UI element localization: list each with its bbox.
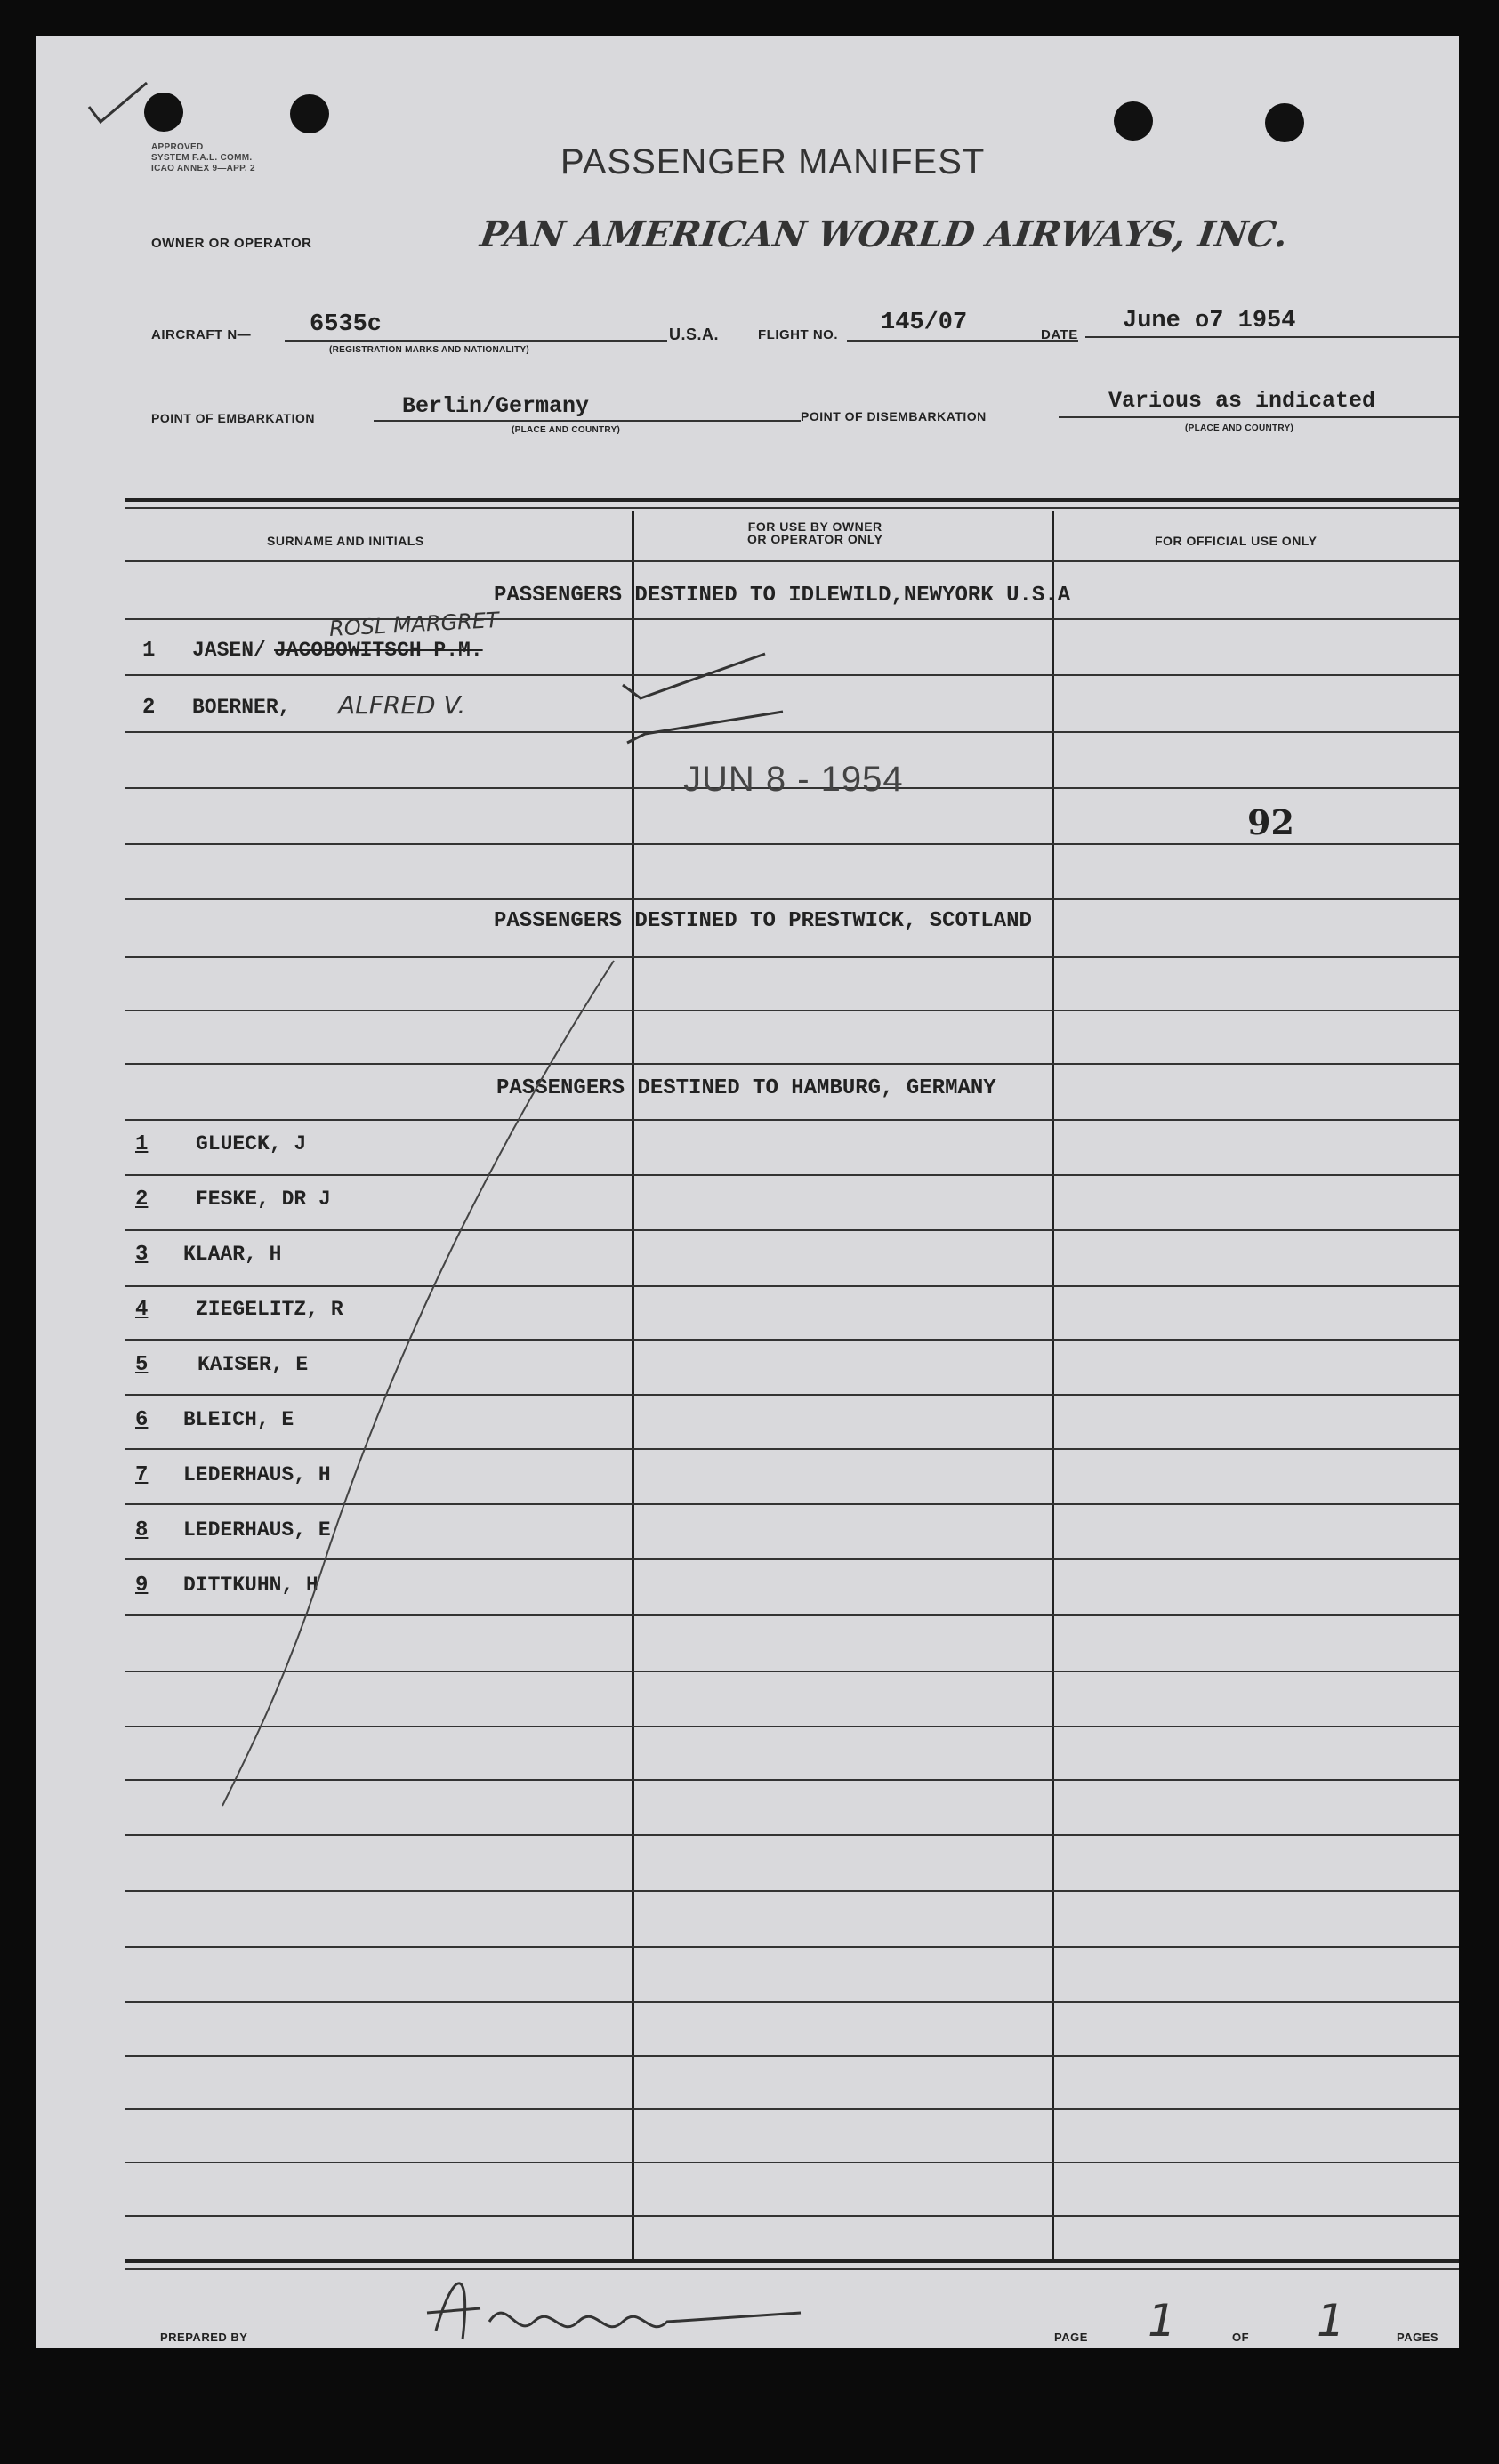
official-number: 92 [1247,802,1294,842]
passenger-number: 1 [142,639,156,663]
passenger-name-struck: JACOBOWITSCH P.M. [274,639,483,662]
passenger-name: GLUECK, J [196,1132,307,1156]
section-heading-prestwick: PASSENGERS DESTINED TO PRESTWICK, SCOTLAND [494,909,1032,933]
passenger-name: JASEN/ [192,639,266,662]
table-top-rule [125,507,1459,509]
row-rule [125,898,1459,900]
aircraft-underline [285,340,667,342]
date-underline [1085,336,1459,338]
column-header-official: FOR OFFICIAL USE ONLY [1155,534,1318,548]
row-rule [125,843,1459,845]
date-value: June o7 1954 [1123,308,1296,334]
row-rule [125,2001,1459,2003]
page-value: 1 [1148,2295,1176,2347]
passenger-name: FESKE, DR J [196,1188,331,1211]
preparer-signature [409,2259,818,2348]
of-value: 1 [1317,2295,1345,2347]
row-rule [125,2215,1459,2217]
manifest-sheet [36,36,1459,2348]
of-label: OF [1232,2331,1250,2344]
punch-hole [290,94,329,133]
passenger-number: 4 [135,1298,149,1322]
page-title: PASSENGER MANIFEST [560,142,986,181]
row-rule [125,2108,1459,2110]
passenger-number: 8 [135,1518,149,1542]
tick-mark-icon [605,623,801,747]
row-rule [125,618,1459,620]
handwritten-first-name: ALFRED V. [338,690,466,720]
aircraft-value: 6535c [310,311,383,338]
column-divider [1052,511,1054,2259]
passenger-number: 7 [135,1463,149,1487]
operator-header-line: FOR USE BY OWNER [747,519,882,534]
operator-name: PAN AMERICAN WORLD AIRWAYS, INC. [477,213,1291,255]
approval-line: APPROVED [151,142,204,152]
passenger-name: KAISER, E [197,1353,309,1376]
pen-stroke [178,952,641,1841]
approval-line: ICAO ANNEX 9—APP. 2 [151,164,255,173]
row-rule [125,2055,1459,2057]
column-header-surname: SURNAME AND INITIALS [267,534,424,548]
section-heading-hamburg: PASSENGERS DESTINED TO HAMBURG, GERMANY [496,1076,996,1100]
passenger-number: 1 [135,1132,149,1156]
passenger-number: 2 [142,696,156,720]
embarkation-underline [374,420,801,422]
flight-value: 145/07 [881,310,968,336]
passenger-name: ZIEGELITZ, R [196,1298,343,1321]
owner-label: OWNER OR OPERATOR [151,236,312,251]
table-top-rule [125,498,1459,502]
place-caption-embarkation: (PLACE AND COUNTRY) [512,425,621,435]
page-label: PAGE [1054,2331,1088,2344]
section-heading-idlewild: PASSENGERS DESTINED TO IDLEWILD,NEWYORK U.S.A [494,584,1071,608]
passenger-name: BLEICH, E [183,1408,294,1431]
flight-label: FLIGHT NO. [758,327,838,342]
passenger-name: BOERNER, [192,696,291,719]
place-caption-disembarkation: (PLACE AND COUNTRY) [1185,423,1294,433]
disembarkation-label: POINT OF DISEMBARKATION [801,409,987,423]
row-rule [125,1946,1459,1948]
passenger-name: LEDERHAUS, H [183,1463,331,1486]
received-date-stamp: JUN 8 - 1954 [683,760,904,799]
punch-hole [1114,101,1153,141]
embarkation-label: POINT OF EMBARKATION [151,411,315,425]
passenger-number: 6 [135,1408,149,1432]
approval-line: SYSTEM F.A.L. COMM. [151,153,253,163]
disembarkation-underline [1059,416,1459,418]
column-header-operator [747,520,882,545]
disembarkation-value: Various as indicated [1108,388,1376,414]
passenger-number: 5 [135,1353,149,1377]
handwritten-correction: ROSL MARGRET [328,608,500,641]
registration-caption: (REGISTRATION MARKS AND NATIONALITY) [329,345,530,355]
passenger-number: 2 [135,1188,149,1212]
pages-label: PAGES [1397,2331,1439,2344]
usa-label: U.S.A. [669,326,720,343]
aircraft-label: AIRCRAFT N— [151,327,252,342]
passenger-name: KLAAR, H [183,1243,282,1266]
passenger-number: 9 [135,1574,149,1598]
passenger-name: LEDERHAUS, E [183,1518,331,1542]
passenger-number: 3 [135,1243,149,1267]
form-approval [151,142,255,174]
embarkation-value: Berlin/Germany [402,393,590,419]
row-rule [125,1890,1459,1892]
row-rule [125,2162,1459,2163]
operator-header-line: OR OPERATOR ONLY [747,532,883,546]
punch-hole [1265,103,1304,142]
passenger-name: DITTKUHN, H [183,1574,318,1597]
row-rule [125,560,1459,562]
check-mark-icon [85,76,165,129]
prepared-by-label: PREPARED BY [160,2331,248,2344]
date-label: DATE [1041,327,1078,342]
